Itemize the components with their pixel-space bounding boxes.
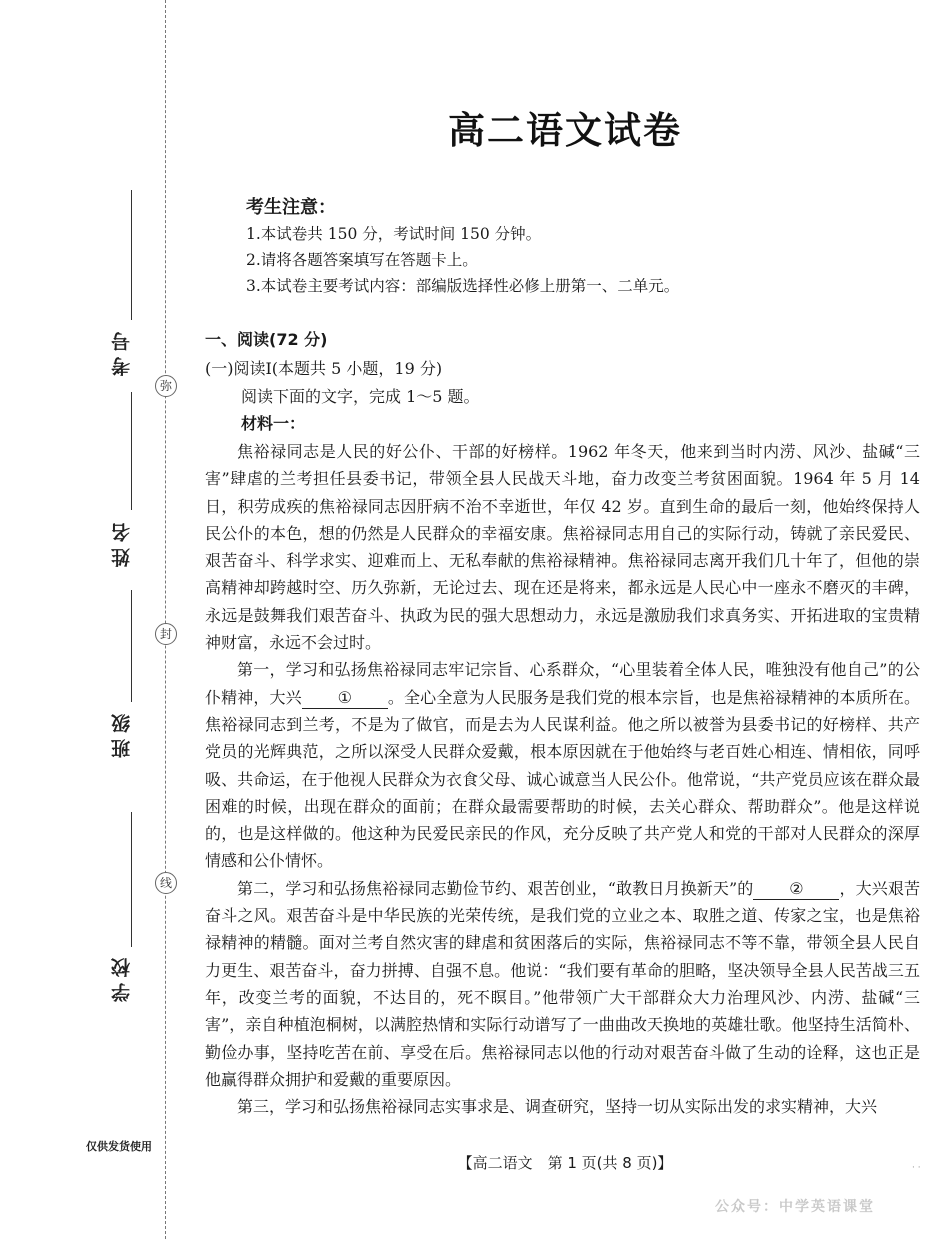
passage-paragraph-2 [205, 656, 920, 874]
name-label: 姓名 [111, 517, 133, 567]
exam-number-label: 考号 [111, 326, 133, 376]
reading-instruction: 阅读下面的文字，完成 1～5 题。 [241, 387, 480, 406]
paragraph-2-text-b: 。全心全意为人民服务是我们党的根本宗旨，也是焦裕禄精神的本质所在。焦裕禄同志到兰考，不是为了做官，而是去为人民谋利益。他之所以被誉为县委书记的好榜样、共产党员的光辉典范，之所以深受人民群众爱戴，根本原因就在于他始终与老百姓心相连、情相依，同呼吸、共命运，在于他视人民群众为衣食父母、诚心诚意当人民公仆。他常说，“共产党员应该在群众最困难的时候，出现在群众的面前；在群众最需要帮助的时候，去关心群众、帮助群众”。他是这样说的，也是这样做的。他这种为民爱民亲民的作风，充分反映了共产党人和党的干部对人民群众的深厚情感和公仆情怀。 [205, 687, 920, 871]
reading-passage [205, 438, 920, 1120]
watermark: 公众号：中学英语课堂 [715, 1199, 875, 1215]
paragraph-3-text-a: 第二，学习和弘扬焦裕禄同志勤俭节约、艰苦创业，“敢教日月换新天”的 [237, 878, 754, 898]
notice-item-3: 3.本试卷主要考试内容：部编版选择性必修上册第一、二单元。 [246, 277, 680, 295]
page-title: 高二语文试卷 [448, 109, 682, 152]
material-title: 材料一： [241, 414, 306, 433]
name-line [131, 392, 132, 510]
section-subheading: (一)阅读Ⅰ(本题共 5 小题，19 分) [205, 359, 443, 378]
class-line [131, 590, 132, 702]
paragraph-3-text-b: ，大兴艰苦奋斗之风。艰苦奋斗是中华民族的光荣传统，是我们党的立业之本、取胜之道、传家之宝，也是焦裕禄精神的精髓。面对兰考自然灾害的肆虐和贫困落后的实际，焦裕禄同志不等不靠，带领全县人民自力更生、艰苦奋斗，奋力拼搏、自强不息。他说：“我们要有革命的胆略，坚决领导全县人民苦战三五年，改变兰考的面貌，不达目的，死不瞑目。”他带领广大干部群众大力治理风沙、内涝、盐碱“三害”，亲自种植泡桐树，以满腔热情和实际行动谱写了一曲曲改天换地的英雄壮歌。他坚持生活简朴、勤俭办事，坚持吃苦在前、享受在后。焦裕禄同志以他的行动对艰苦奋斗做了生动的诠释，这也正是他赢得群众拥护和爱戴的重要原因。 [205, 878, 920, 1089]
exam-number-line [131, 190, 132, 320]
notice-item-1: 1.本试卷共 150 分，考试时间 150 分钟。 [246, 225, 542, 243]
seal-char-mi: 弥 [155, 375, 177, 397]
passage-paragraph-3 [205, 875, 920, 1093]
school-line [131, 812, 132, 947]
blank-1: ① [302, 688, 388, 709]
corner-mark: · · [912, 1163, 921, 1173]
notice-title: 考生注意： [246, 197, 336, 218]
class-label: 班级 [111, 708, 133, 758]
blank-2: ② [753, 879, 839, 900]
passage-paragraph-1: 焦裕禄同志是人民的好公仆、干部的好榜样。1962 年冬天，他来到当时内涝、风沙、盐碱“三害”肆虐的兰考担任县委书记，带领全县人民战天斗地，奋力改变兰考贫困面貌。1964 年 5 月 14 日，积劳成疾的焦裕禄同志因肝病不治不幸逝世，年仅 42 岁。直到生命的最后一刻，他始终保持人民公仆的本色，想的仍然是人民群众的幸福安康。焦裕禄同志用自己的实际行动，铸就了亲民爱民、艰苦奋斗、科学求实、迎难而上、无私奉献的焦裕禄精神。焦裕禄同志离开我们几十年了，但他的崇高精神却跨越时空、历久弥新，无论过去、现在还是将来，都永远是人民心中一座永不磨灭的丰碑，永远是鼓舞我们艰苦奋斗、执政为民的强大思想动力，永远是激励我们求真务实、开拓进取的宝贵精神财富，永远不会过时。 [205, 442, 920, 653]
notice-item-2: 2.请将各题答案填写在答题卡上。 [246, 251, 478, 269]
section-heading: 一、阅读(72 分) [205, 330, 328, 349]
supply-note: 仅供发货使用 [86, 1140, 152, 1153]
school-label: 学校 [111, 952, 133, 1002]
seal-char-xian: 线 [155, 872, 177, 894]
paragraph-2-text-a: 第一，学习和弘扬焦裕禄同志牢记宗旨、心系群众，“心里装着全体人民，唯独没有他自己”的公仆精神，大兴 [205, 660, 920, 707]
binding-dashed-line [165, 0, 166, 1239]
passage-paragraph-4: 第三，学习和弘扬焦裕禄同志实事求是、调查研究，坚持一切从实际出发的求实精神，大兴 [237, 1097, 878, 1117]
seal-char-feng: 封 [155, 623, 177, 645]
page-footer: 【高二语文 第 1 页(共 8 页)】 [457, 1154, 673, 1172]
